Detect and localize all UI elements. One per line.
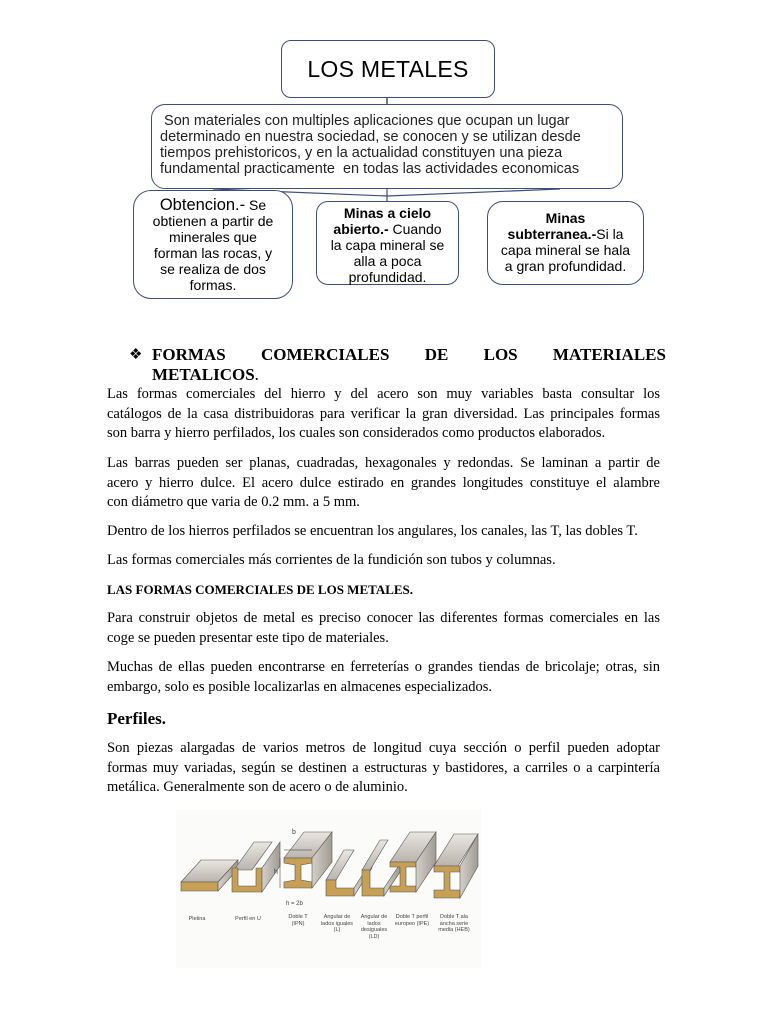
diagram-title-box [281, 40, 495, 98]
doble-t-ipn-shape [280, 829, 332, 888]
paragraph-line: Las barras pueden ser planas, cuadradas, hexagonales y redondas. Se laminan a partir de [107, 455, 660, 471]
caption-line: Angular de [323, 914, 351, 920]
heading-word: COMERCIALES [260, 345, 390, 364]
minas-subterranea-text: capa mineral se hala [500, 242, 631, 258]
diagram-title: LOS METALES [307, 55, 469, 82]
caption-line: media (HEB) [438, 927, 470, 933]
obtencion-text: formas. [189, 277, 237, 293]
paragraph-line: embargo, solo es posible localizarlas en almacenes especializados. [107, 678, 493, 695]
caption-angular-iguales [317, 914, 357, 934]
minas-subterranea-title: subterranea.- [507, 226, 597, 242]
paragraph-line: Muchas de ellas pueden encontrarse en ferreterías o grandes tiendas de bricolaje; otras, sin [107, 659, 660, 675]
description-line: tiempos prehistoricos, y en la actualidad constituyen una pieza [160, 145, 563, 161]
caption-line: Perfil en U [235, 916, 261, 922]
heading-word: METALICOS [152, 365, 255, 384]
heading-word: DE [424, 345, 449, 364]
heading-word: FORMAS [152, 345, 226, 364]
paragraph-line: acero y hierro dulce. El acero dulce estirado en grandes longitudes constituye el alambre [107, 474, 660, 491]
subheading: LAS FORMAS COMERCIALES DE LOS METALES. [107, 582, 414, 597]
label-b: b [292, 829, 296, 836]
doble-t-ipe-shape [390, 832, 436, 892]
obtencion-text: obtienen a partir de [152, 213, 274, 229]
description-line: fundamental practicamente en todas las actividades economicas [160, 161, 580, 177]
paragraph-1 [107, 385, 660, 444]
caption-line: (IPN) [291, 920, 305, 927]
heading-word: MATERIALES [552, 345, 666, 364]
diamond-bullet-icon: ❖ [129, 347, 143, 363]
caption-ipe [391, 914, 433, 927]
heading-period: . [254, 365, 259, 384]
paragraph-line: son barra y hierro perfilados, los cuales son considerados como productos elaborados. [107, 425, 606, 441]
obtencion-text: Se [245, 197, 267, 213]
paragraph-2 [107, 454, 660, 513]
caption-line: lados iguales [320, 920, 354, 927]
perfiles-heading: Perfiles. [107, 709, 166, 728]
obtencion-text: forman las rocas, y [153, 245, 273, 261]
label-h: h [274, 869, 278, 876]
paragraph-line: coge se pueden presentar este tipo de materiales. [107, 629, 389, 646]
caption-ipn [281, 914, 315, 927]
caption-pletina [182, 916, 212, 923]
obtencion-lead: Obtencion.- [159, 196, 246, 214]
caption-line: Doble T ala [440, 914, 468, 920]
perfil-u-shape [232, 842, 280, 892]
paragraph-5 [107, 609, 660, 648]
caption-line: (LD) [368, 933, 380, 940]
minas-cielo-text: alla a poca [353, 253, 422, 269]
minas-cielo-title: abierto.- [333, 221, 389, 237]
minas-cielo-text: Cuando [388, 221, 442, 237]
caption-line: lados [367, 920, 381, 927]
heading-word: LOS [483, 345, 518, 364]
paragraph-line: Las formas comerciales más corrientes de la fundición son tubos y columnas. [107, 552, 556, 568]
paragraph-line: Dentro de los hierros perfilados se encuentran los angulares, los canales, las T, las dobles T. [107, 523, 638, 539]
paragraph-line: metálica. Generalmente son de acero o de aluminio. [107, 779, 408, 795]
minas-subterranea-text: a gran profundidad. [504, 258, 627, 274]
description-line: determinado en nuestra sociedad, se conocen y se utilizan desde [160, 129, 581, 145]
minas-subterranea-text: Si la [596, 226, 624, 242]
label-h-eq: h = 2b [286, 901, 303, 907]
paragraph-4 [107, 551, 660, 571]
caption-heb [434, 914, 474, 934]
paragraph-line: con diámetro que varia de 0.2 mm. a 5 mm. [107, 494, 360, 510]
paragraph-line: formas muy variadas, según se destinen a estructuras y bastidores, a carriles o a carpintería [107, 759, 660, 776]
paragraph-line: Son piezas alargadas de varios metros de longitud cuya sección o perfil pueden adoptar [107, 740, 660, 756]
paragraph-line: catálogos de la casa distribuidoras para verificar la gran diversidad. Las principales formas [107, 405, 660, 422]
metal-profiles-figure [176, 810, 481, 968]
caption-line: Angular de [360, 914, 388, 920]
profiles-illustration [176, 810, 481, 968]
paragraph-6 [107, 658, 660, 697]
minas-subterranea-title: Minas [545, 210, 586, 226]
caption-line: europeo (IPE) [394, 920, 430, 927]
paragraph-line: Las formas comerciales del hierro y del acero son muy variables basta consultar los [107, 386, 660, 402]
obtencion-box [133, 190, 293, 299]
paragraph-3 [107, 522, 660, 542]
caption-perfil-u [228, 916, 268, 923]
caption-line: desiguales [360, 927, 388, 933]
doble-t-heb-shape [434, 834, 478, 898]
minas-cielo-title: Minas a cielo [343, 205, 432, 221]
minas-cielo-text: profundidad. [348, 269, 427, 285]
minas-cielo-box [316, 201, 459, 285]
paragraph-line: Para construir objetos de metal es preciso conocer las diferentes formas comerciales en las [107, 610, 660, 626]
caption-line: ancha serie [439, 920, 469, 927]
section-heading [107, 345, 666, 385]
caption-line: (L) [333, 927, 341, 933]
description-line: Son materiales con multiples aplicaciones que ocupan un lugar [160, 113, 570, 129]
caption-line: Doble T [288, 914, 308, 920]
caption-line: Doble T perfil [395, 914, 429, 920]
caption-angular-desiguales [356, 914, 392, 940]
minas-subterranea-box [487, 201, 644, 285]
obtencion-text: minerales que [169, 229, 257, 245]
minas-cielo-text: la capa mineral se [330, 237, 445, 253]
obtencion-text: se realiza de dos [160, 261, 266, 277]
pletina-shape [181, 860, 238, 891]
paragraph-7 [107, 739, 660, 798]
caption-line: Pletina [188, 916, 206, 922]
diagram-description-box [151, 104, 623, 189]
